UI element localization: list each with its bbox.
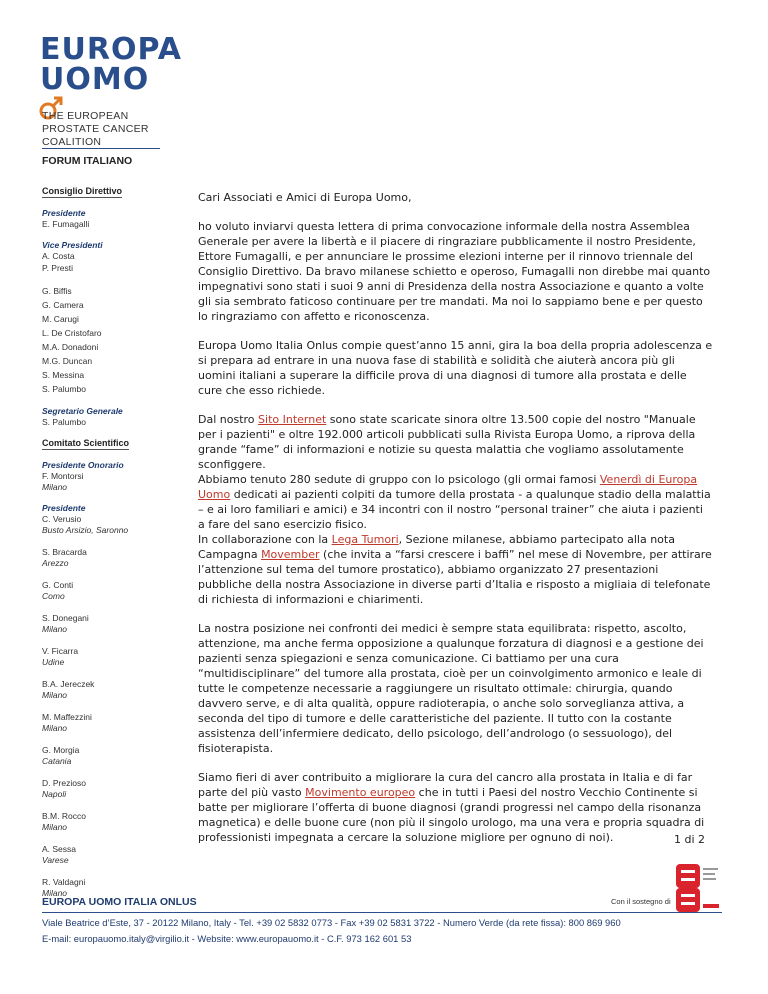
ses-logo-icon bbox=[676, 864, 720, 912]
support-label: Con il sostegno di bbox=[611, 897, 671, 906]
pres-role: Presidente bbox=[42, 503, 86, 513]
scientist-city: Milano bbox=[42, 624, 68, 634]
scientist-city: Arezzo bbox=[42, 558, 69, 568]
presidente-role: Presidente bbox=[42, 208, 86, 218]
member-name: S. Messina bbox=[42, 370, 85, 380]
pres-name: C. Verusio bbox=[42, 514, 82, 524]
scientist-name: V. Ficarra bbox=[42, 646, 79, 656]
greeting: Cari Associati e Amici di Europa Uomo, bbox=[198, 191, 412, 204]
vice-name: P. Presti bbox=[42, 263, 74, 273]
pres-onorario-role: Presidente Onorario bbox=[42, 460, 124, 470]
page-number: 1 di 2 bbox=[674, 833, 706, 846]
scientist-city: Udine bbox=[42, 657, 65, 667]
logo-line-1: EUROPA bbox=[40, 32, 182, 67]
presidente-name: E. Fumagalli bbox=[42, 219, 90, 229]
scientist-city: Napoli bbox=[42, 789, 67, 799]
comitato-title: Comitato Scientifico bbox=[42, 438, 130, 448]
member-name: M. Carugi bbox=[42, 314, 79, 324]
segretario-name: S. Palumbo bbox=[42, 417, 86, 427]
movember-link[interactable]: Movember bbox=[261, 548, 320, 561]
footer-org: EUROPA UOMO ITALIA ONLUS bbox=[42, 896, 197, 908]
header-divider bbox=[42, 148, 160, 149]
scientist-name: B.A. Jereczek bbox=[42, 679, 95, 689]
member-name: G. Camera bbox=[42, 300, 84, 310]
paragraph-2: Europa Uomo Italia Onlus compie quest’anno 15 anni, gira la boa della propria adolescenza e si prepara ad entrare in una nuova fase di stabilità e solidità che aiuterà ancora più gli uomini italiani a superare la difficile prova di una diagnosi di tumore alla prostata e delle cure che esso richiede. bbox=[198, 339, 713, 397]
pres-city: Busto Arsizio, Saronno bbox=[42, 525, 129, 535]
member-name: L. De Cristofaro bbox=[42, 328, 102, 338]
scientist-name: G. Morgia bbox=[42, 745, 80, 755]
member-name: M.G. Duncan bbox=[42, 356, 93, 366]
paragraph-3: Dal nostro Sito Internet sono state scaricate sinora oltre 13.500 copie del nostro "Manuale per i pazienti" e oltre 192.000 articoli pubblicati sulla Rivista Europa Uomo, a riprova della grande “fame” di informazioni e notizie su questa malattia che vogliamo assolutamente sconfiggere. Abbiamo tenuto 280 sedute di gruppo con lo psicologo (gli ormai famosi Venerdì di Europa Uomo dedicati ai pazienti colpiti da tumore della prostata - a qualunque stadio della malattia – e ai loro familiari e amici) e 34 incontri con il nostro “personal trainer” che aiuta i pazienti a fare del sano esercizio fisico. In collaborazione con la Lega Tumori, Sezione milanese, abbiamo partecipato alla nota Campagna Movember (che invita a “farsi crescere i baffi” nel mese di Novembre, per attirare l’attenzione sul tema del tumore prostatico), abbiamo organizzato 27 presentazioni pubbliche della nostra Associazione in diverse parti d’Italia e risposto a migliaia di telefonate di richiesta di informazioni e chiarimenti. bbox=[198, 413, 712, 606]
forum-label: FORUM ITALIANO bbox=[42, 155, 133, 167]
scientist-name: R. Valdagni bbox=[42, 877, 86, 887]
paragraph-1: ho voluto inviarvi questa lettera di prima convocazione informale della nostra Assemblea Generale per avere la libertà e il piacere di ringraziare pubblicamente il nostro Presidente, Ettore Fumagalli, e per annunciare le prossime elezioni interne per il rinnovo triennale del Consiglio Direttivo. Da bravo milanese schietto e operoso, Fumagalli non direbbe mai quanto impegnativi sono stati i suoi 9 anni di Presidenza della nostra Associazione e quanto a volte gli sia sembrato faticoso continuare per tre mandati. Ma noi lo sappiamo bene e per questo lo ringraziamo con affetto e riconoscenza. bbox=[198, 220, 711, 323]
scientist-city: Catania bbox=[42, 756, 72, 766]
scientist-city: Milano bbox=[42, 723, 68, 733]
letter-body bbox=[198, 190, 713, 859]
segretario-role: Segretario Generale bbox=[42, 406, 123, 416]
member-name: S. Palumbo bbox=[42, 384, 86, 394]
logo-line-2: UOMO bbox=[40, 65, 170, 125]
pres-onorario-city: Milano bbox=[42, 482, 68, 492]
scientist-city: Milano bbox=[42, 888, 68, 898]
member-name: G. Biffis bbox=[42, 286, 72, 296]
venerdi-link[interactable]: Venerdì di Europa Uomo bbox=[198, 473, 698, 501]
lega-tumori-link[interactable]: Lega Tumori bbox=[331, 533, 399, 546]
scientist-name: D. Prezioso bbox=[42, 778, 86, 788]
sidebar bbox=[42, 186, 172, 909]
member-name: M.A. Donadoni bbox=[42, 342, 99, 352]
footer-contact: E-mail: europauomo.italy@virgilio.it - Website: www.europauomo.it - C.F. 973 162 601 53 bbox=[42, 933, 412, 944]
scientist-name: S. Donegani bbox=[42, 613, 89, 623]
scientist-name: M. Maffezzini bbox=[42, 712, 92, 722]
vice-name: A. Costa bbox=[42, 251, 75, 261]
scientist-name: G. Conti bbox=[42, 580, 74, 590]
footer-divider bbox=[42, 912, 722, 913]
footer-address: Viale Beatrice d’Este, 37 - 20122 Milano, Italy - Tel. +39 02 5832 0773 - Fax +39 02 5831 3722 - Numero Verde (da rete fissa): 800 869 960 bbox=[42, 917, 621, 928]
paragraph-4: La nostra posizione nei confronti dei medici è sempre stata equilibrata: rispetto, ascolto, attenzione, ma anche ferma opposizione a qualunque forzatura di diagnosi e a gestione dei pazienti senza spiegazioni e senza comunicazione. Ci battiamo per una cura “multidisciplinare” del tumore alla prostata, cioè per un coinvolgimento armonico e leale di tutte le competenze necessarie a raggiungere un risultato ottimale: chirurgia, quando davvero serve, e di alta qualità, oppure radioterapia, o anche solo sorveglianza attiva, a seconda del tipo di tumore e delle caratteristiche del paziente. Il tutto con la costante assistenza dell’infermiere dedicato, dello psicologo, dell’andrologo (o sessuologo), del fisioterapista. bbox=[198, 622, 704, 755]
paragraph-5: Siamo fieri di aver contribuito a migliorare la cura del cancro alla prostata in Italia e di far parte del più vasto Movimento europeo che in tutti i Paesi del nostro Vecchio Continente si batte per migliorare l’offerta di buone diagnosi (grandi progressi nel campo della risonanza magnetica) e delle buone cure (non più il singolo urologo, ma una vera e propria squadra di professionisti impegnata a cercare la soluzione migliore per ognuno di noi). bbox=[198, 771, 705, 844]
scientist-name: S. Bracarda bbox=[42, 547, 87, 557]
europa-uomo-logo bbox=[40, 32, 182, 105]
vice-role: Vice Presidenti bbox=[42, 240, 103, 250]
sito-internet-link[interactable]: Sito Internet bbox=[258, 413, 327, 426]
scientist-city: Varese bbox=[42, 855, 69, 865]
scientist-city: Como bbox=[42, 591, 65, 601]
scientist-name: B.M. Rocco bbox=[42, 811, 86, 821]
scientist-city: Milano bbox=[42, 822, 68, 832]
pres-onorario-name: F. Montorsi bbox=[42, 471, 84, 481]
scientist-name: A. Sessa bbox=[42, 844, 77, 854]
consiglio-title: Consiglio Direttivo bbox=[42, 186, 123, 196]
tagline: THE EUROPEAN PROSTATE CANCER COALITION bbox=[42, 110, 149, 148]
movimento-europeo-link[interactable]: Movimento europeo bbox=[305, 786, 416, 799]
scientist-city: Milano bbox=[42, 690, 68, 700]
